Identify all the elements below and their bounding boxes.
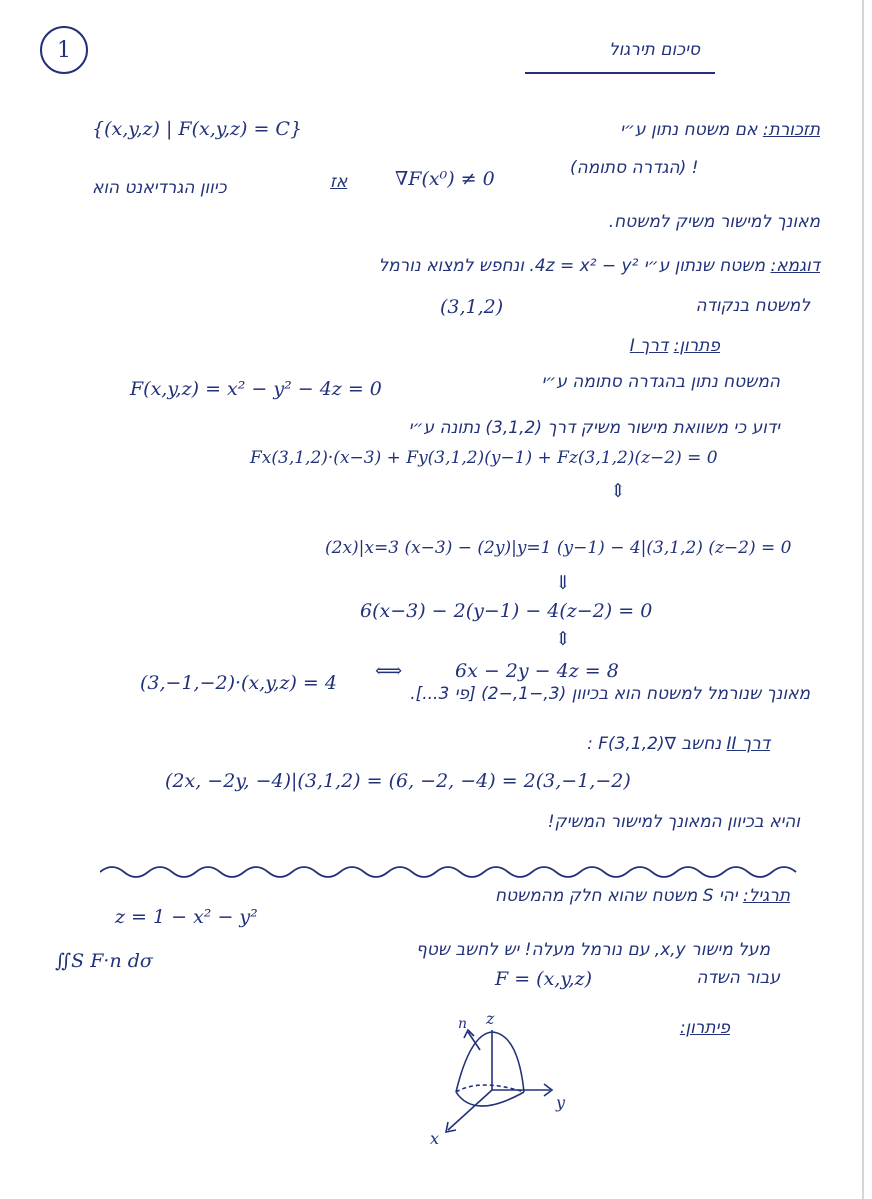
way2-line	[420, 734, 770, 754]
exercise-text1: יהי S משטח שהוא חלק מהמשטח	[495, 886, 738, 906]
conclusion: והיא בכיוון המאונך למישור המשיק!	[547, 812, 800, 832]
solution-line1: המשטח נתון בהגדרה סתומה ע״י	[541, 372, 780, 392]
page-title: סיכום תירגול	[608, 40, 700, 60]
paraboloid-dome	[456, 1032, 524, 1092]
way2-text: נחשב ∇F(3,1,2) :	[587, 734, 722, 754]
exercise-line2: מעל מישור x,y, עם נורמל מעלה! יש לחשב שטף	[415, 940, 770, 960]
reminder-line1	[380, 120, 820, 140]
solution-line2: ידוע כי משוואת מישור משיק דרך (3,1,2) נתונה ע״י	[408, 418, 780, 438]
solution-label: פתרון:	[673, 336, 720, 356]
reminder-text1: אם משטח נתון ע״י	[620, 120, 758, 140]
x-axis	[448, 1090, 492, 1130]
set-definition: {(x,y,z) | F(x,y,z) = C}	[92, 118, 303, 140]
arrow-down-1: ⇕	[610, 480, 626, 502]
example-text: משטח שנתון ע״י 4z = x² − y². ונחפש למצוא נורמל	[378, 256, 766, 276]
example-line2: למשטח בנקודה	[695, 296, 810, 316]
reminder-line2b: כיוון הגרדיאנט הוא	[92, 178, 227, 198]
gradient-condition: ∇F(x⁰) ≠ 0	[395, 168, 495, 190]
iff-symbol: ⟺	[375, 660, 403, 682]
way1-label: דרך I	[629, 336, 669, 356]
example-label: דוגמא:	[770, 256, 820, 276]
exercise-label: תרגיל:	[743, 886, 790, 906]
y-axis-label: y	[556, 1093, 566, 1112]
vector-field: F = (x,y,z)	[495, 968, 593, 990]
paraboloid-sketch	[420, 1010, 580, 1150]
reminder-az: אז	[330, 172, 348, 192]
tangent-eq4-right: 6x − 2y − 4z = 8	[455, 660, 619, 682]
implicit-function: F(x,y,z) = x² − y² − 4z = 0	[130, 378, 382, 400]
way2-label: דרך II	[726, 734, 770, 754]
paraboloid-equation: z = 1 − x² − y²	[115, 906, 258, 928]
tangent-eq4-left: (3,−1,−2)·(x,y,z) = 4	[140, 672, 337, 694]
tangent-eq2: (2x)|x=3 (x−3) − (2y)|y=1 (y−1) − 4|(3,1,2) (z−2) = 0	[325, 538, 792, 558]
section-separator	[100, 858, 800, 878]
z-axis-label: z	[486, 1010, 495, 1028]
reminder-implicit-note: (הגדרה סתומה) !	[570, 158, 699, 178]
example-point: (3,1,2)	[440, 296, 504, 318]
tangent-eq3: 6(x−3) − 2(y−1) − 4(z−2) = 0	[360, 600, 653, 622]
normal-vector	[468, 1032, 480, 1050]
exercise-line1	[270, 886, 790, 906]
normal-statement: מאונך שנורמל למשטח הוא בכיוון (3,−1,−2) [פי 3...].	[410, 684, 810, 704]
page-edge	[862, 0, 864, 1199]
gradient-computation: (2x, −2y, −4)|(3,1,2) = (6, −2, −4) = 2(3,−1,−2)	[165, 770, 631, 792]
title-underline	[525, 72, 715, 74]
solution-heading	[540, 336, 720, 356]
arrow-down-3: ⇕	[555, 628, 571, 650]
exercise-solution-label: פיתרון:	[679, 1018, 730, 1038]
arrow-down-2: ⇓	[555, 572, 571, 594]
page-number: 1	[40, 26, 88, 74]
paraboloid-rim	[456, 1092, 524, 1106]
exercise-line3: עבור השדה	[696, 968, 780, 988]
reminder-label: תזכורת:	[762, 120, 820, 140]
flux-integral: ∬S F·n dσ	[55, 950, 153, 972]
x-axis-label: x	[430, 1129, 440, 1148]
example-line1	[90, 256, 820, 276]
reminder-line3: מאונך למישור משיק למשטח.	[608, 212, 820, 232]
normal-label: n	[458, 1016, 468, 1032]
tangent-eq1: Fx(3,1,2)·(x−3) + Fy(3,1,2)(y−1) + Fz(3,1,2)(z−2) = 0	[250, 448, 718, 468]
